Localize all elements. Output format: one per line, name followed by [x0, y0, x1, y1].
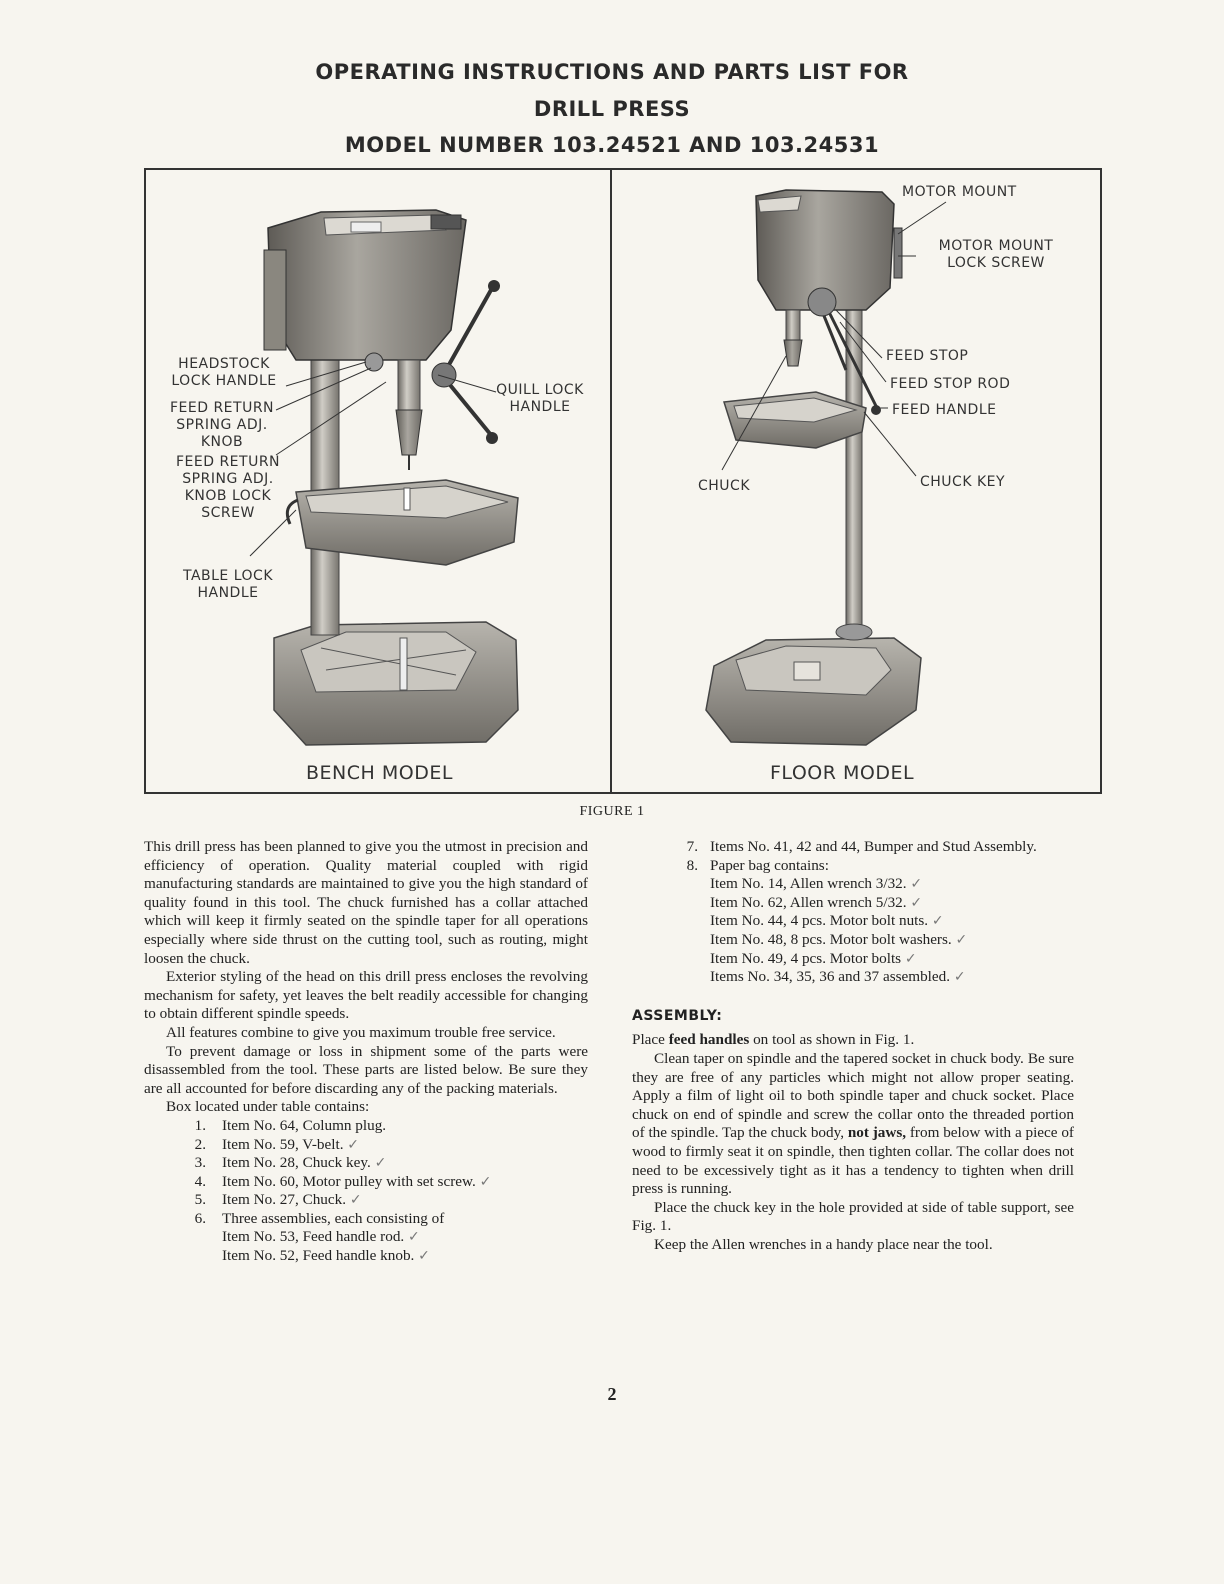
- checkmark-icon: ✓: [955, 931, 968, 948]
- list-item: Item No. 48, 8 pcs. Motor bolt washers. ✓: [710, 930, 968, 948]
- checkmark-icon: ✓: [374, 1155, 387, 1172]
- label-quill-lock-handle: QUILL LOCK HANDLE: [496, 382, 584, 415]
- checkmark-icon: ✓: [408, 1229, 420, 1246]
- paper-bag-list: [632, 875, 1074, 987]
- label-feed-return-knob: FEED RETURN SPRING ADJ. KNOB: [169, 400, 275, 450]
- figure-divider: [610, 170, 612, 792]
- checkmark-icon: ✓: [910, 894, 923, 911]
- label-feed-handle: FEED HANDLE: [892, 402, 997, 418]
- list-item: 6. Three assemblies, each consisting of: [194, 1209, 445, 1227]
- list-item: Items No. 34, 35, 36 and 37 assembled. ✓: [710, 968, 966, 986]
- list-item: Item No. 49, 4 pcs. Motor bolts ✓: [710, 949, 917, 967]
- assembly-paragraph-2: Clean taper on spindle and the tapered socket in chuck body. Be sure they are free of any particles which might not allow proper seating. Apply a film of light oil to both spindle taper and chuck socket. Place chuck on end of spindle and screw the collar onto the threaded portion of the spindle. Tap the chuck body, not jaws, from below with a piece of wood to firmly seat it on spindle, then tighten collar. The collar does not need to be excessively tight as it has a tendency to tighten when drill press is running.: [632, 1049, 1074, 1198]
- checkmark-icon: ✓: [953, 969, 966, 986]
- sub-item: Item No. 52, Feed handle knob. ✓: [222, 1247, 430, 1265]
- left-column: [144, 838, 588, 1266]
- title-line-1: OPERATING INSTRUCTIONS AND PARTS LIST FOR: [315, 60, 909, 84]
- sub-item: Item No. 53, Feed handle rod. ✓: [222, 1228, 420, 1246]
- list-item: 2. Item No. 59, V-belt. ✓: [194, 1135, 360, 1153]
- floor-drill-press: [706, 190, 946, 745]
- list-item: 3. Item No. 28, Chuck key. ✓: [194, 1154, 387, 1172]
- features-paragraph: All features combine to give you maximum trouble free service.: [166, 1023, 556, 1041]
- label-motor-mount: MOTOR MOUNT: [902, 184, 1017, 200]
- list-item: 1. Item No. 64, Column plug.: [194, 1116, 387, 1134]
- label-chuck-key: CHUCK KEY: [920, 474, 1006, 490]
- list-item: 8. Paper bag contains:: [686, 856, 829, 874]
- styling-paragraph: Exterior styling of the head on this drill press encloses the revolving mechanism for safety, yet leaves the belt readily accessible for changing to obtain different spindle speeds.: [144, 968, 588, 1023]
- label-chuck: CHUCK: [698, 478, 751, 494]
- title-line-2: DRILL PRESS: [533, 97, 691, 121]
- intro-paragraph: This drill press has been planned to give you the utmost in precision and efficiency of operation. Quality material coupled with rigid manufacturing standards are maintained to give you the high standard of quality found in this tool. The chuck furnished has a collar attached which will keep it firmly seated on the spindle taper for all operations especially where side thrust on the cutting tool, such as routing, might loosen the chuck.: [144, 838, 588, 967]
- bench-drill-press: [250, 210, 518, 745]
- checkmark-icon: ✓: [418, 1248, 430, 1265]
- figure-box: [144, 168, 1102, 794]
- checkmark-icon: ✓: [910, 876, 923, 893]
- checkmark-icon: ✓: [479, 1173, 492, 1190]
- label-feed-stop-rod: FEED STOP ROD: [890, 376, 1011, 392]
- list-item: Item No. 14, Allen wrench 3/32. ✓: [710, 875, 923, 893]
- label-motor-mount-lock-screw: MOTOR MOUNT LOCK SCREW: [938, 238, 1054, 271]
- label-headstock-lock-handle: HEADSTOCK LOCK HANDLE: [171, 356, 277, 389]
- bench-model-title: BENCH MODEL: [306, 762, 453, 784]
- checkmark-icon: ✓: [349, 1192, 362, 1209]
- floor-model-title: FLOOR MODEL: [770, 762, 915, 784]
- list-item: 4. Item No. 60, Motor pulley with set screw. ✓: [194, 1172, 492, 1190]
- assembly-paragraph-1: Place feed handles on tool as shown in Fig. 1.: [632, 1031, 915, 1049]
- page-number: 2: [607, 1384, 617, 1404]
- checkmark-icon: ✓: [904, 950, 917, 967]
- figure-caption: FIGURE 1: [579, 804, 645, 819]
- checkmark-icon: ✓: [931, 913, 944, 930]
- box-contents-list: [144, 1117, 588, 1229]
- label-table-lock-handle: TABLE LOCK HANDLE: [182, 568, 274, 601]
- right-list: [632, 838, 1074, 875]
- assembly-paragraph-3: Place the chuck key in the hole provided at side of table support, see Fig. 1.: [632, 1198, 1074, 1235]
- checkmark-icon: ✓: [347, 1136, 360, 1153]
- assembly-paragraph-4: Keep the Allen wrenches in a handy place near the tool.: [654, 1235, 993, 1253]
- shipment-paragraph: To prevent damage or loss in shipment some of the parts were disassembled from the tool. These parts are listed below. Be sure they are all accounted for before discarding any of the packing materials.: [144, 1042, 588, 1097]
- box-contents-heading: Box located under table contains:: [166, 1098, 370, 1116]
- label-feed-stop: FEED STOP: [886, 348, 969, 364]
- list-item: 7. Items No. 41, 42 and 44, Bumper and Stud Assembly.: [686, 838, 1037, 855]
- right-column: [632, 838, 1074, 1254]
- assembly-heading: ASSEMBLY:: [632, 1007, 723, 1024]
- label-feed-return-lock-screw: FEED RETURN SPRING ADJ. KNOB LOCK SCREW: [175, 454, 281, 521]
- list-item: Item No. 44, 4 pcs. Motor bolt nuts. ✓: [710, 912, 944, 930]
- title-line-3: MODEL NUMBER 103.24521 AND 103.24531: [344, 133, 880, 157]
- list-item: Item No. 62, Allen wrench 5/32. ✓: [710, 893, 923, 911]
- list-item: 5. Item No. 27, Chuck. ✓: [194, 1191, 362, 1209]
